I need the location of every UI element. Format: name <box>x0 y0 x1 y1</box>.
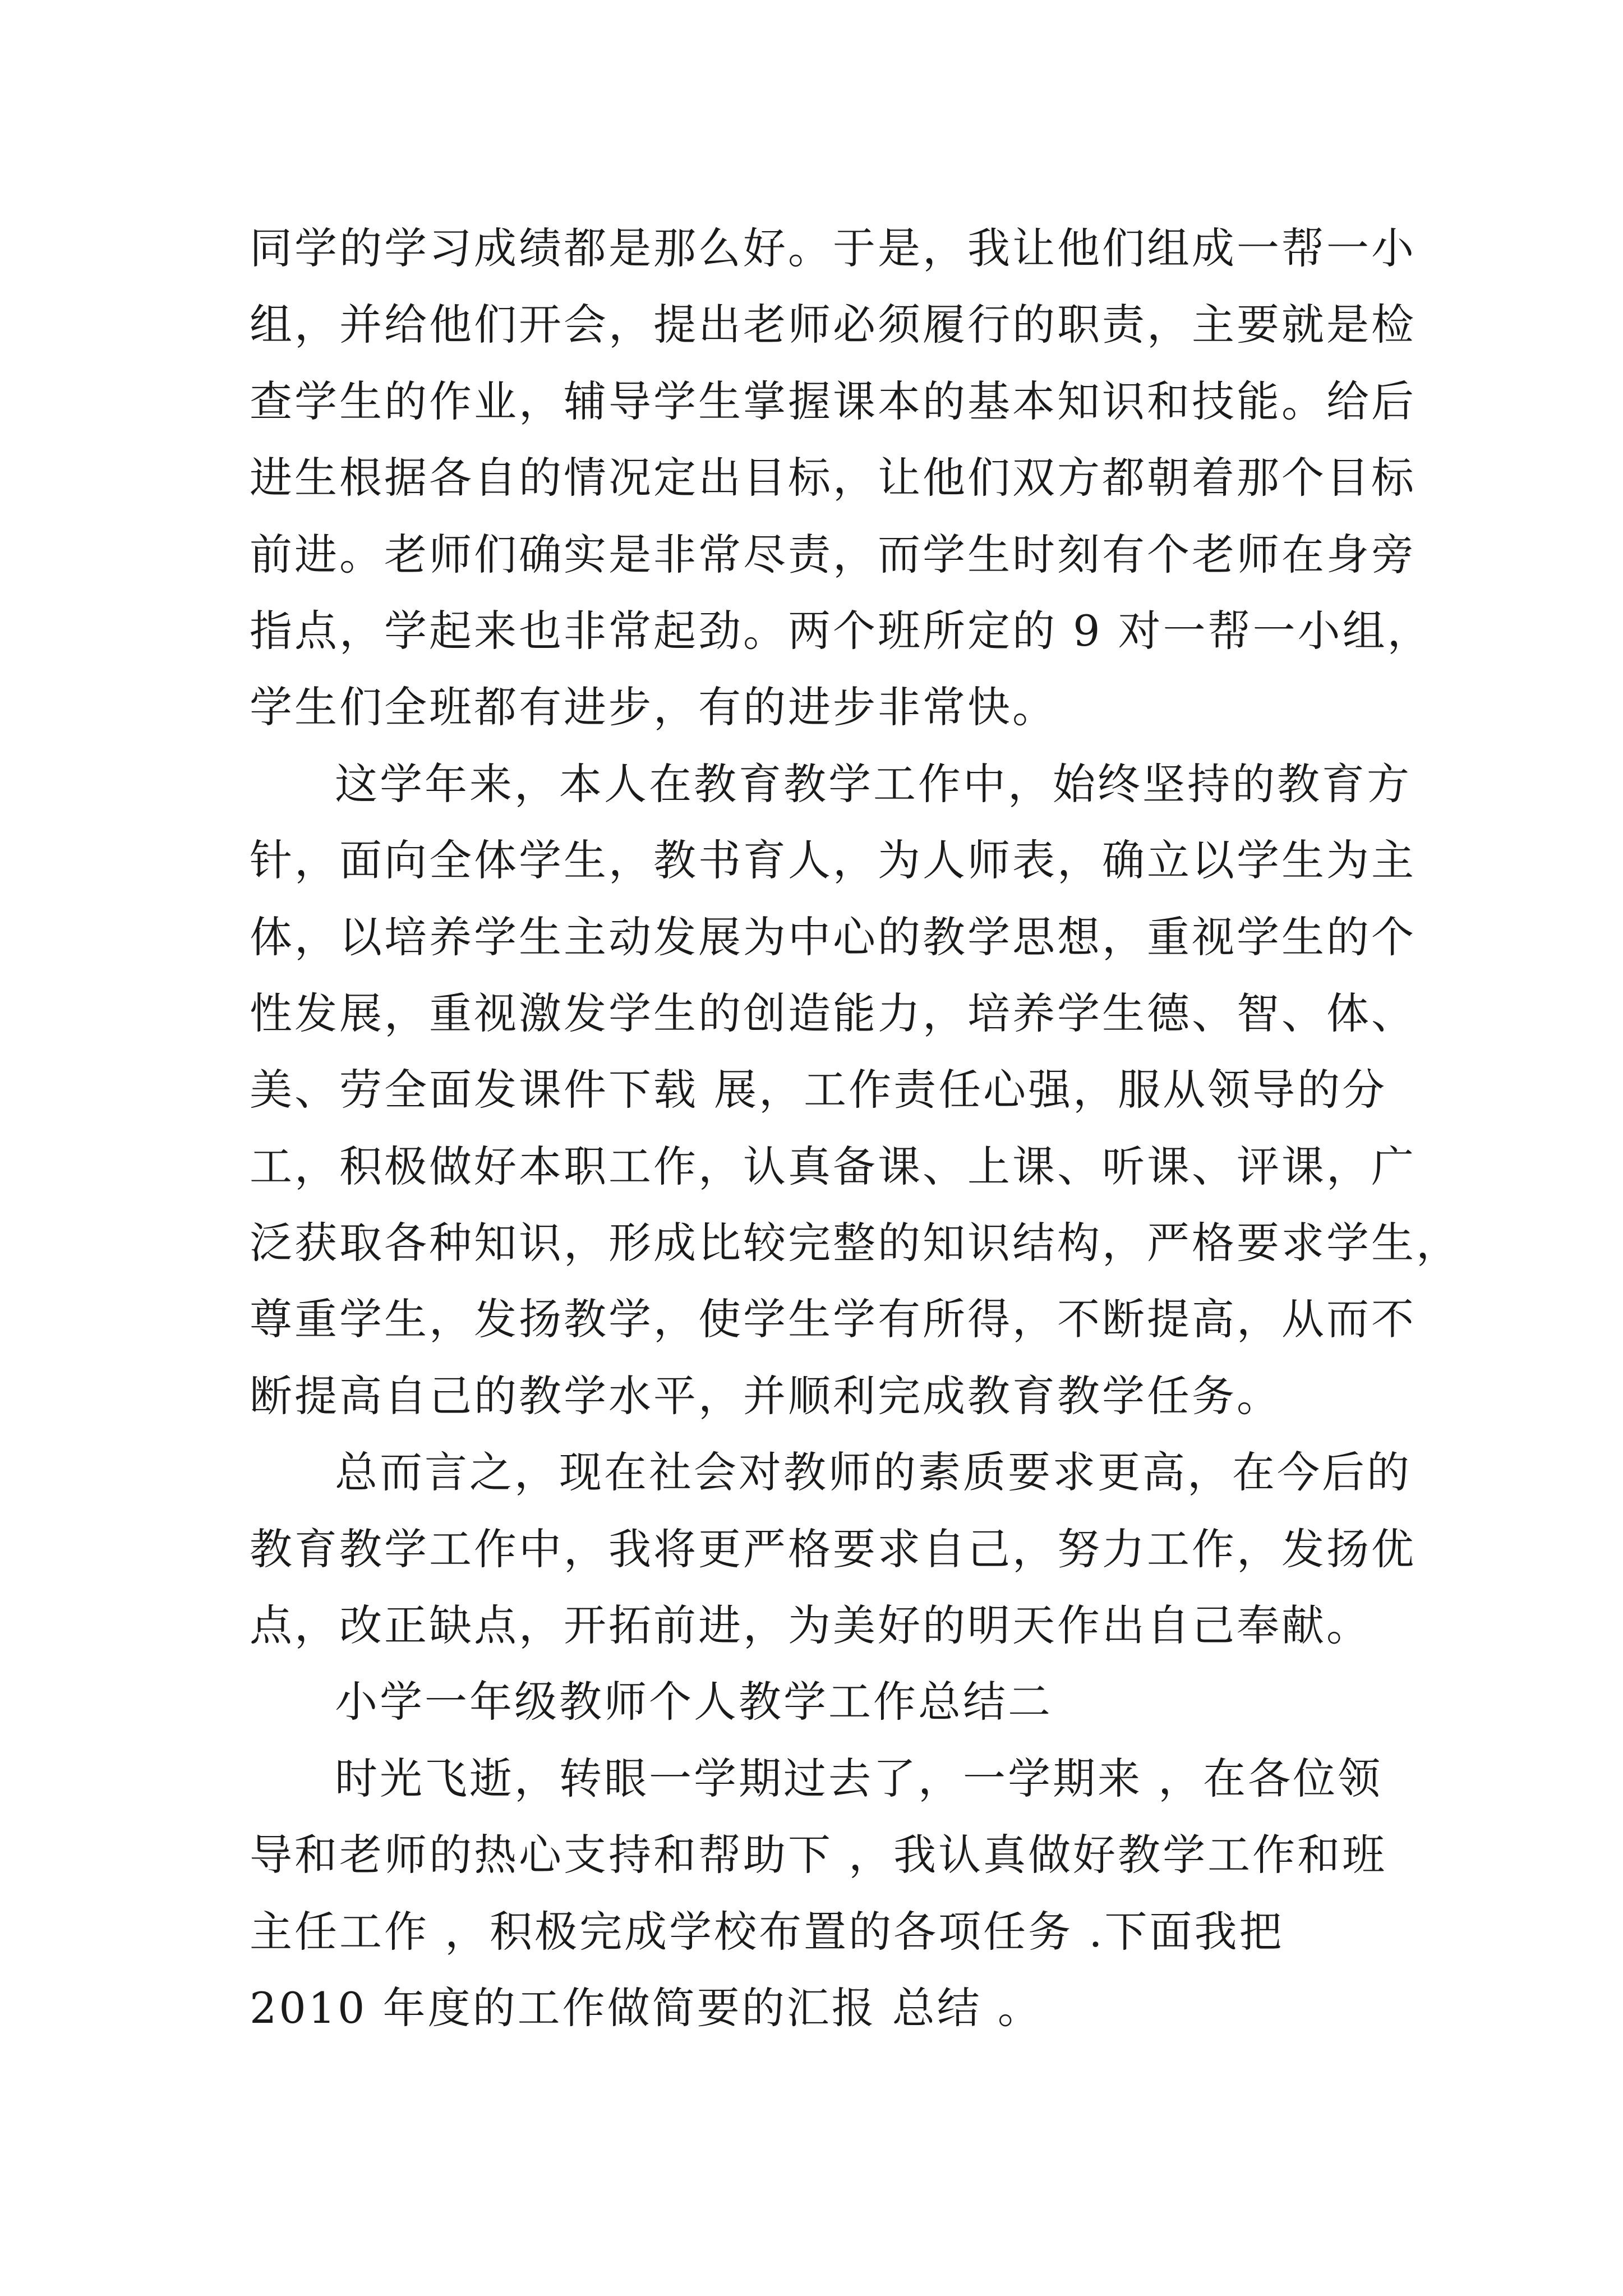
paragraph-first-line: 时光飞逝，转眼一学期过去了，一学期来 ，在各位领 <box>335 1753 1383 1803</box>
document-body <box>250 210 1461 2046</box>
text-line: 组，并给他们开会，提出老师必须履行的职责，主要就是检 <box>250 300 1416 350</box>
text-line: 进生根据各自的情况定出目标，让他们双方都朝着那个目标 <box>250 453 1416 503</box>
text-line: 教育教学工作中，我将更严格要求自己，努力工作，发扬优 <box>250 1524 1416 1574</box>
text-line: 学生们全班都有进步，有的进步非常快。 <box>250 682 1057 733</box>
text-line: 主任工作 ，积极完成学校布置的各项任务 .下面我把 <box>250 1906 1284 1957</box>
paragraph-first-line: 总而言之，现在社会对教师的素质要求更高，在今后的 <box>335 1447 1412 1498</box>
text-line: 美、劳全面发课件下载 展，工作责任心强，服从领导的分 <box>250 1065 1387 1115</box>
text-line: 针，面向全体学生，教书育人，为人师表，确立以学生为主 <box>250 835 1416 886</box>
text-line: 点，改正缺点，开拓前进，为美好的明天作出自己奉献。 <box>250 1600 1371 1651</box>
paragraph-first-line: 这学年来，本人在教育教学工作中，始终坚持的教育方 <box>335 758 1412 809</box>
text-line: 性发展，重视激发学生的创造能力，培养学生德、智、体、 <box>250 988 1416 1038</box>
text-line: 体，以培养学生主动发展为中心的教学思想，重视学生的个 <box>250 912 1416 962</box>
text-line: 泛获取各种知识，形成比较完整的知识结构，严格要求学生， <box>250 1218 1461 1268</box>
text-line: 导和老师的热心支持和帮助下 ，我认真做好教学工作和班 <box>250 1830 1387 1880</box>
text-line: 指点，学起来也非常起劲。两个班所定的 9 对一帮一小组， <box>250 605 1432 656</box>
text-line: 同学的学习成绩都是那么好。于是，我让他们组成一帮一小 <box>250 223 1416 273</box>
text-line: 工，积极做好本职工作，认真备课、上课、听课、评课，广 <box>250 1141 1416 1191</box>
text-line: 尊重学生，发扬教学，使学生学有所得，不断提高，从而不 <box>250 1294 1416 1345</box>
text-line: 查学生的作业，辅导学生掌握课本的基本知识和技能。给后 <box>250 376 1416 426</box>
text-line: 前进。老师们确实是非常尽责，而学生时刻有个老师在身旁 <box>250 529 1416 579</box>
section-heading: 小学一年级教师个人教学工作总结二 <box>335 1677 1053 1727</box>
text-line: 2010 年度的工作做简要的汇报 总结 。 <box>250 1982 1043 2033</box>
text-line: 断提高自己的教学水平，并顺利完成教育教学任务。 <box>250 1370 1281 1421</box>
